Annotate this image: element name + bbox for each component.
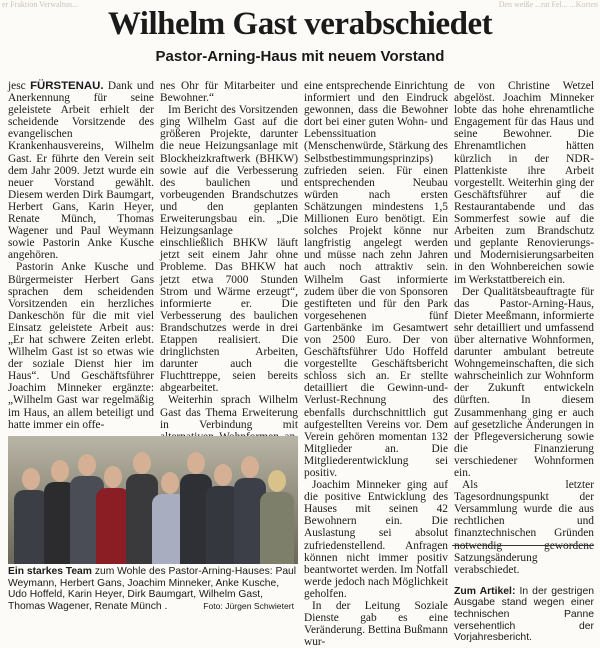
- correction-text: In der gestrigen Ausgabe stand wegen einer technischen Panne versehentlich der Vorjahresbericht.: [454, 585, 594, 644]
- paragraph: eine entsprechende Einrichtung informiert und den Eindruck gewonnen, dass die Bewohner dort bei einer guten Wohn- und Lebenssituation (Menschenwürde, Stärkung des Selbstbestimmungsprinzips) zufrieden seien. Für einen entsprechenden Neubau würden nach ersten Schätzungen mindestens 1,5 Millionen Euro benötigt. Ein solches Projekt könne nur langfristig angelegt werden und müsse nach zehn Jahren auch noch attraktiv sein. Wilhelm Gast informierte zudem über die von Sponsoren gestifteten und für den Park vorgesehenen fünf Gartenbänke im Gesamtwert von 2500 Euro. Der von Geschäftsführer Udo Hoffeld vorgestellte Geschäftsbericht schloss sich an. Er stellte detailliert die Gewinn-und-Verlust-Rechnung des ebenfalls durchschnittlich gut aufgestellten Vereins vor. Dem Verein gehören momentan 132 Mitglieder an. Die Mitgliederentwicklung sei positiv.: [304, 80, 448, 479]
- correction-title: Zum Artikel:: [454, 585, 516, 597]
- paragraph: Weiterhin sprach Wilhelm Gast das Thema Erweiterung in Verbindung mit: [160, 394, 298, 431]
- article-column-2: [160, 80, 298, 432]
- paragraph: de von Christine Wetzel abgelöst. Joachim Minneker lobte das hohe ehrenamtliche Engagement für das Haus und seine Bewohner. Die Ehrenamtlichen hätten kürzlich in der NDR-Plattenkiste ihre Arbeit vorgestellt. Weiterhin ging der Geschäftsführer auf die Restaurantabende und das Sommerfest sowie auf die Arbeiten zum Brandschutz und geplante Renovierungs- und Modernisierungsarbeiten in den Wohnbereichen sowie im Werkstattbereich ein.: [454, 80, 594, 286]
- author-tag: jesc: [8, 80, 31, 92]
- paragraph: Der Qualitätsbeauftragte für das Pastor-Arning-Haus, Dieter Meeßmann, informierte sehr detailliert und umfassend über alternative Wohnformen, darunter ambulant betreute Wohngemeinschaften, die sich wahrscheinlich zur Wohnform der Zukunft entwickeln dürften. In diesem Zusammenhang ging er auch auf gesetzliche Änderungen in der Pflegeversicherung sowie die Finanzierung verschiedener Wohnformen ein.: [454, 285, 594, 479]
- headline: Wilhelm Gast verabschiedet: [107, 6, 493, 42]
- article-column-4: [454, 80, 594, 644]
- lead-paragraph: [8, 80, 154, 261]
- person-figure: [260, 470, 294, 564]
- photo-credit: Foto: Jürgen Schwietert: [203, 600, 294, 611]
- photo-caption: [8, 566, 298, 612]
- paragraph: Pastorin Anke Kusche und Bürgermeister Herbert Gans sprachen dem scheidenden Vorsitzenden ein herzliches Dankeschön für die mit viel Einsatz geleistete Arbeit aus: „Er hat schwere Zeiten erlebt. Wilhelm Gast ist so etwas wie der soziale Dienst hier im Haus“. Und Geschäftsführer Joachim Minneker ergänzte: „Wilhelm Gast war regelmäßig im Haus, an allem beteiligt und hatte immer ein offe-: [8, 261, 154, 431]
- person-figure: [96, 466, 130, 564]
- subheadline: Pastor-Arning-Haus mit neuem Vorstand: [155, 48, 445, 65]
- paragraph: Joachim Minneker ging auf die positive Entwicklung des Hauses mit seinen 42 Bewohnern ein. Die Auslastung sei absolut zufriedenstellend. Anfragen können nicht immer positiv beantwortet werden. Im Notfall werde jedoch nach Möglichkeit geholfen.: [304, 479, 448, 600]
- dateline: FÜRSTENAU.: [30, 80, 104, 92]
- paragraph: nes Ohr für Mitarbeiter und Bewohner.“: [160, 80, 298, 105]
- correction-divider: [452, 545, 594, 546]
- caption-title: Ein starkes Team: [8, 566, 92, 577]
- article-column-3: [304, 80, 448, 648]
- paragraph: In der Leitung Soziale Dienste gab es eine Veränderung. Bettina Bußmann wur-: [304, 600, 448, 648]
- article-column-1: [8, 80, 154, 432]
- bleed-text-right: Den weiße ...rat Fel... ...Korten: [498, 0, 598, 9]
- person-figure: [14, 468, 48, 564]
- paragraph: Dank und Anerkennung für seine geleistete Arbeit erhielt der scheidende Vorsitzende des evangelischen Krankenhausvereins, Wilhelm Gast. Er führte den Verein seit dem Jahr 2009. Jetzt wurde ein neuer Vorstand gewählt. Diesem werden Dirk Baumgart, Herbert Gans, Karin Heyer, Renate Münch, Thomas Wagener und Paul Weymann sowie Pastorin Anke Kusche angehören.: [8, 80, 154, 262]
- caption-text: zum Wohle des Pastor-Arning-Hauses: Paul Weymann, Herbert Gans, Joachim Minneker, Anke Kusche, Udo Hoffeld, Karin Heyer, Dirk Baumgart, Wilhelm Gast, Thomas Wagener, Renate Münch .: [8, 566, 297, 612]
- group-photo: [8, 436, 298, 564]
- paragraph: Im Bericht des Vorsitzenden ging Wilhelm Gast auf die größeren Projekte, darunter die neue Heizungsanlage mit Blockheizkraftwerk (BHKW) sowie auf die Verbesserung des baulichen und vorbeugenden Brandschutzes und den geplanten Erweiterungsbau ein. „Die Heizungsanlage einschließlich BHKW läuft jetzt seit einem Jahr ohne Probleme. Das BHKW hat jetzt etwa 7000 Stunden Strom und Wärme erzeugt“, informierte er. Die Verbesserung des baulichen Brandschutzes werde in drei Etappen realisiert. Die dringlichsten Arbeiten, darunter auch die Fluchttreppe, seien bereits abgearbeitet.: [160, 104, 298, 395]
- paragraph: Als letzter Tagesordnungspunkt der Versammlung wurde die aus rechtlichen und finanztechnischen Gründen notwendig gewordene Satzungsänderung verabschiedet.: [454, 479, 594, 576]
- bleed-text-left: er Fraktion Verwaltun...: [2, 0, 79, 9]
- correction-note: [454, 586, 594, 644]
